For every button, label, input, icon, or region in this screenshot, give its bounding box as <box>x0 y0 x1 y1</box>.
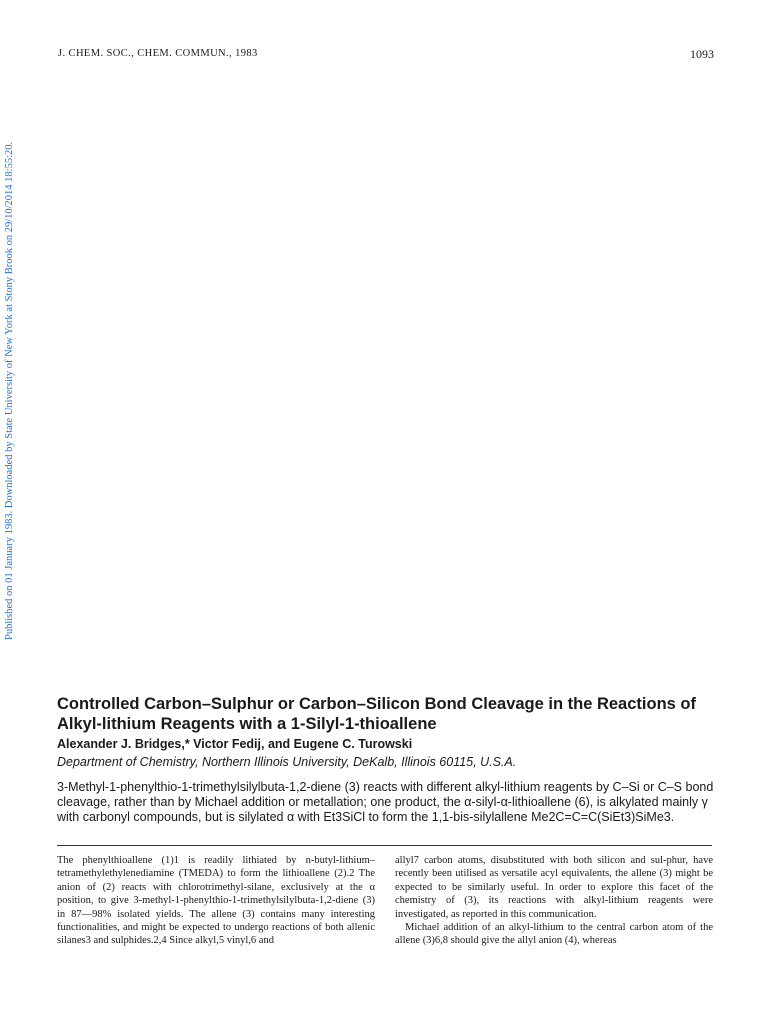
page-number: 1093 <box>690 47 714 61</box>
author-affiliation: Department of Chemistry, Northern Illinois University, DeKalb, Illinois 60115, U.S.A. <box>57 755 517 769</box>
body-paragraph: The phenylthioallene (1)1 is readily lithiated by n-butyl-lithium–tetramethylethylenediamine (TMEDA) to form the lithioallene (2).2 The anion of (2) reacts with chlorotrimethyl-silane, exclusively at the α position, to give 3-methyl-1-phenylthio-1-trimethylsilylbuta-1,2-diene (3) in 87—98% isolated yields. The allene (3) contains many interesting functionalities, and might be expected to undergo reactions of both allenic silanes3 and sulphides.2,4 Since alkyl,5 vinyl,6 and <box>57 855 375 947</box>
body-column-left <box>57 854 375 948</box>
running-head: J. CHEM. SOC., CHEM. COMMUN., 1983 <box>58 48 258 59</box>
section-divider <box>57 845 712 846</box>
body-paragraph: allyl7 carbon atoms, disubstituted with both silicon and sul-phur, have recently been utilised as versatile acyl equivalents, the allene (3) might be expected to be similarly useful. In order to explore this facet of the chemistry of (3), its reactions with alkyl-lithium reagents were investigated, as reported in this communication. <box>395 855 713 920</box>
body-paragraph: Michael addition of an alkyl-lithium to the central carbon atom of the allene (3)6,8 should give the allyl anion (4), whereas <box>395 922 713 947</box>
article-title: Controlled Carbon–Sulphur or Carbon–Silicon Bond Cleavage in the Reactions of Alkyl-lithium Reagents with a 1-Silyl-1-thioallene <box>57 695 696 733</box>
download-watermark[interactable]: Published on 01 January 1983. Downloaded by State University of New York at Stony Brook on 29/10/2014 18:55:20. <box>4 141 15 640</box>
article-authors: Alexander J. Bridges,* Victor Fedij, and Eugene C. Turowski <box>57 737 413 751</box>
article-abstract: 3-Methyl-1-phenylthio-1-trimethylsilylbuta-1,2-diene (3) reacts with different alkyl-lithium reagents by C–Si or C–S bond cleavage, rather than by Michael addition or metallation; one product, the α-silyl-α-lithioallene (6), is alkylated mainly γ with carbonyl compounds, but is silylated α with Et3SiCl to form the 1,1-bis-silylallene Me2C=C=C(SiEt3)SiMe3. <box>57 780 714 824</box>
body-column-right <box>395 854 713 948</box>
